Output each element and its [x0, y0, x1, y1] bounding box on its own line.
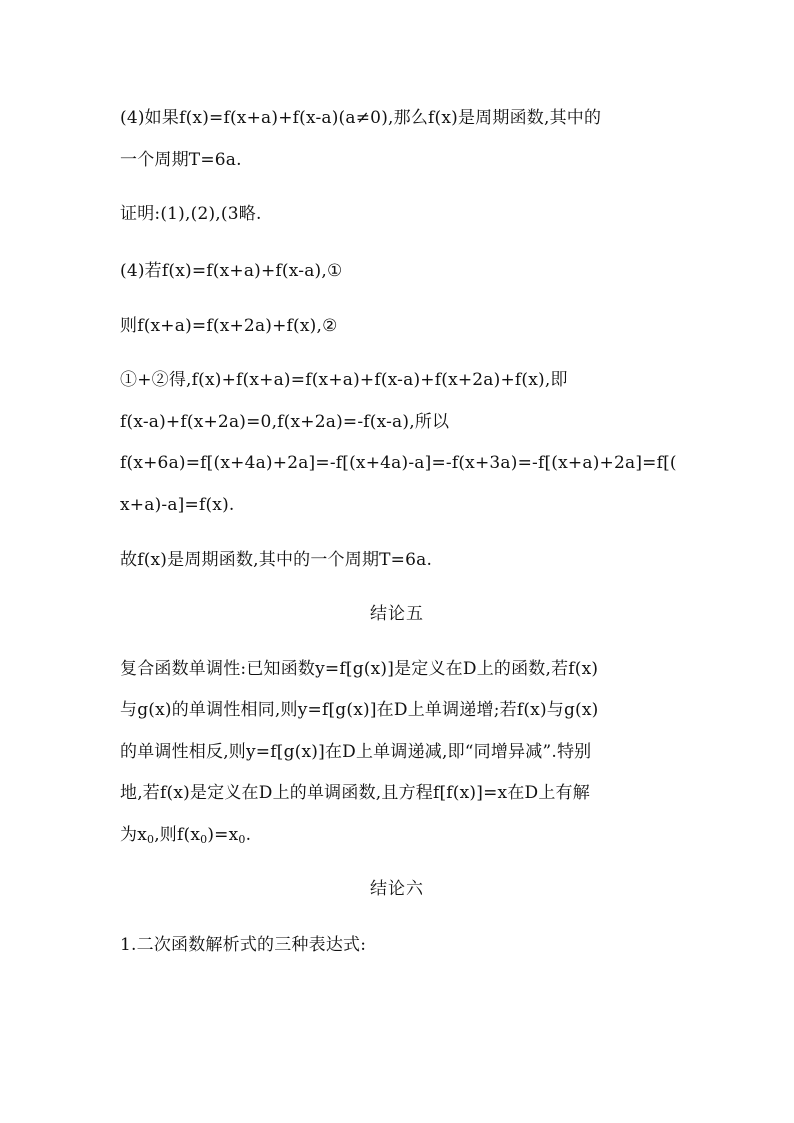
subscript-zero: 0: [200, 833, 208, 846]
proof-4-step-3: ①+②得,f(x)+f(x+a)=f(x+a)+f(x-a)+f(x+2a)+f(x),即: [120, 370, 568, 390]
statement-4-line-2: 一个周期T=6a.: [120, 150, 242, 170]
section-5-line-5-part-a: 为x: [120, 825, 147, 845]
proof-4-step-4: f(x-a)+f(x+2a)=0,f(x+2a)=-f(x-a),所以: [120, 412, 450, 432]
proof-4-step-5: f(x+6a)=f[(x+4a)+2a]=-f[(x+4a)-a]=-f(x+3a)=-f[(x+a)+2a]=f[(: [120, 453, 677, 473]
section-6-title: 结论六: [370, 879, 424, 899]
section-5-line-5-part-b: ,则f(x: [154, 825, 201, 845]
section-5-line-5: [120, 824, 251, 846]
section-5-title: 结论五: [370, 604, 424, 624]
proof-intro: 证明:(1),(2),(3略.: [120, 204, 262, 224]
section-5-line-1: 复合函数单调性:已知函数y=f[g(x)]是定义在D上的函数,若f(x): [120, 659, 599, 679]
section-5-line-2: 与g(x)的单调性相同,则y=f[g(x)]在D上单调递增;若f(x)与g(x): [120, 700, 599, 720]
proof-4-conclusion: 故f(x)是周期函数,其中的一个周期T=6a.: [120, 550, 433, 570]
section-5-line-5-part-d: .: [245, 825, 252, 845]
subscript-zero: 0: [147, 833, 155, 846]
proof-4-step-1: (4)若f(x)=f(x+a)+f(x-a),①: [120, 261, 343, 281]
proof-4-step-2: 则f(x+a)=f(x+2a)+f(x),②: [120, 316, 338, 336]
section-5-line-3: 的单调性相反,则y=f[g(x)]在D上单调递减,即“同增异减”.特别: [120, 742, 592, 762]
proof-4-step-6: x+a)-a]=f(x).: [120, 495, 235, 515]
section-6-item-1: 1.二次函数解析式的三种表达式:: [120, 935, 367, 955]
subscript-zero: 0: [238, 833, 246, 846]
statement-4-line-1: (4)如果f(x)=f(x+a)+f(x-a)(a≠0),那么f(x)是周期函数,其中的: [120, 108, 602, 128]
section-5-line-5-part-c: )=x: [207, 825, 239, 845]
section-5-line-4: 地,若f(x)是定义在D上的单调函数,且方程f[f(x)]=x在D上有解: [120, 783, 590, 803]
